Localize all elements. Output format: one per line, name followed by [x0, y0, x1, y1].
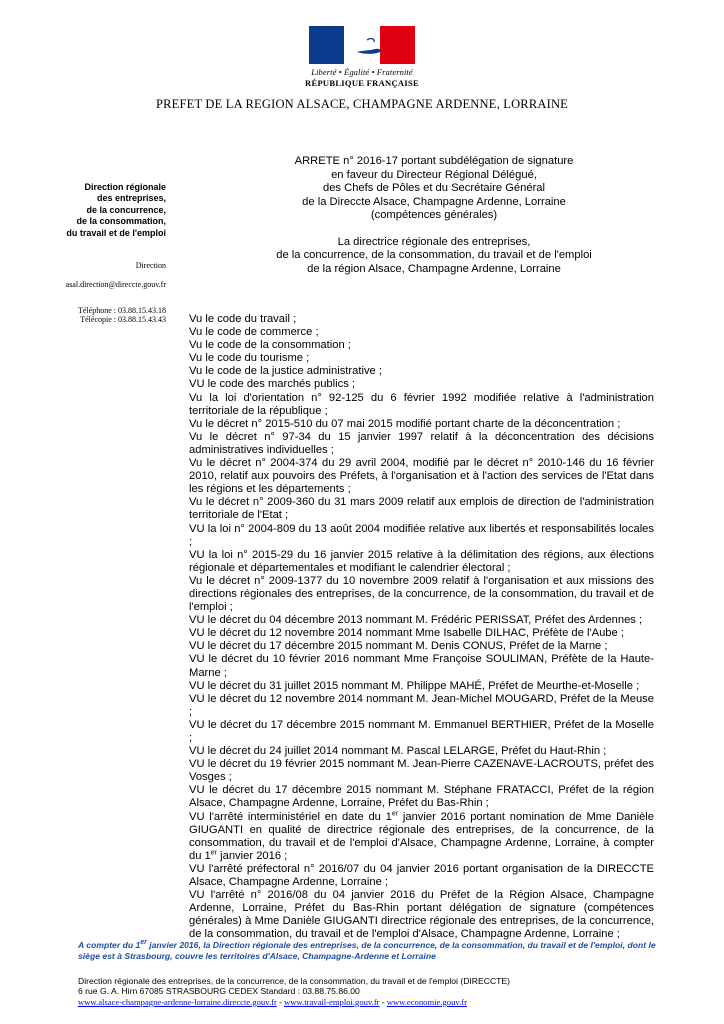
- visa-item: Vu le décret n° 2015-510 du 07 mai 2015 modifié portant charte de la déconcentration ;: [189, 417, 621, 430]
- tricolor-flag-icon: [309, 26, 415, 64]
- visa-item: Vu la loi d'orientation n° 92-125 du 6 février 1992 modifiée relative à l'administration territoriale de la république ;: [189, 391, 654, 417]
- title-line: de la Direccte Alsace, Champagne Ardenne, Lorraine: [302, 195, 566, 208]
- visa-item: Vu le décret n° 2004-374 du 29 avril 2004, modifié par le décret n° 2010-146 du 16 février 2010, relatif aux pouvoirs des Préfets, à l'organisation et à l'action des services de l'Etat dans les régions et les départements ;: [189, 457, 654, 496]
- link-direccte[interactable]: www.alsace-champagne-ardenne-lorraine.direccte.gouv.fr: [78, 996, 277, 1007]
- visa-item: VU le décret du 04 décembre 2013 nommant M. Frédéric PERISSAT, Préfet des Ardennes ;: [189, 614, 643, 627]
- direction-line: des entreprises,: [96, 193, 166, 204]
- prefet-heading: PREFET DE LA REGION ALSACE, CHAMPAGNE ARDENNE, LORRAINE: [155, 97, 569, 111]
- visa-item: VU le décret du 17 décembre 2015 nommant M. Stéphane FRATACCI, Préfet de la région Alsace, Champagne Ardenne, Lorraine, Préfet du Bas-Rhin ;: [189, 784, 654, 810]
- footer-line: Direction régionale des entreprises, de la concurrence, de la consommation, du travail et de l'emploi (DIRECCTE): [78, 976, 511, 986]
- direction-line: Direction régionale: [84, 182, 166, 192]
- telecopie: Télécopie : 03.88.15.43.43: [80, 315, 166, 325]
- visa-item: VU le code des marchés publics ;: [189, 378, 356, 391]
- title-line: en faveur du Directeur Régional Délégué,: [331, 168, 537, 181]
- visa-item: VU le décret du 17 décembre 2015 nommant M. Emmanuel BERTHIER, Préfet de la Moselle ;: [189, 718, 654, 744]
- author-line: La directrice régionale des entreprises,: [337, 235, 531, 248]
- marianne-logo: [300, 26, 424, 88]
- visa-item: Vu le code de la justice administrative ;: [189, 365, 382, 378]
- visa-item: Vu le décret n° 2009-360 du 31 mars 2009 relatif aux emplois de direction de l'administration territoriale de l'Etat ;: [189, 496, 654, 522]
- telephone: Téléphone : 03.88.15.43.18: [78, 306, 166, 315]
- title-line: (compétences générales): [370, 209, 498, 221]
- link-economie[interactable]: www.economie.gouv.fr: [386, 996, 467, 1007]
- title-line: des Chefs de Pôles et du Secrétaire Général: [322, 182, 545, 194]
- visa-item: VU le décret du 12 novembre 2014 nommant Mme Isabelle DILHAC, Préfète de l'Aube ;: [189, 627, 624, 640]
- republique-francaise: RÉPUBLIQUE FRANÇAISE: [305, 78, 419, 88]
- visa-item: VU le décret du 31 juillet 2015 nommant M. Philippe MAHÉ, Préfet de Meurthe-et-Moselle ;: [189, 679, 640, 692]
- motto: Liberté • Égalité • Fraternité: [311, 67, 413, 77]
- visa-item-interministeriel: VU l'arrêté interministériel en date du 1er janvier 2016 portant nomination de Mme Danièle GIUGANTI en qualité de directrice régionale des entreprises, de la concurrence, de la consommation, du travail et de l'emploi d'Alsace, Champagne Ardenne, Lorraine, à compter du 1er janvier 2016 ;: [189, 809, 655, 862]
- sidebar-direction: [10, 182, 166, 239]
- direction-line: de la consommation,: [76, 216, 166, 227]
- author-line: de la concurrence, de la consommation, du travail et de l'emploi: [276, 249, 592, 261]
- visa-item: VU l'arrêté n° 2016/08 du 04 janvier 2016 du Préfet de la Région Alsace, Champagne Ardenne, Lorraine, Préfet du Bas-Rhin portant délégation de signature (compétences générales) à Mme Danièle GIUGANTI directrice régionale des entreprises, de la concurrence, de la consommation, du travail et de l'emploi d'Alsace, Champagne Ardenne, Lorraine ;: [189, 889, 654, 941]
- direction-line: du travail et de l'emploi: [66, 227, 166, 238]
- link-travail-emploi[interactable]: www.travail-emploi.gouv.fr: [284, 996, 380, 1007]
- visa-item: Vu le décret n° 2009-1377 du 10 novembre 2009 relatif à l'organisation et aux missions des directions régionales des entreprises, de la concurrence, de la consommation, du travail et de l'emploi ;: [189, 574, 654, 614]
- footer: [78, 976, 678, 1007]
- visa-item: Vu le code du travail ;: [189, 313, 297, 325]
- sidebar-phones: [10, 306, 166, 325]
- direction-line: de la concurrence,: [86, 204, 166, 215]
- visa-item: VU le décret du 19 février 2015 nommant M. Jean-Pierre CAZENAVE-LACROUTS, préfet des Vosges ;: [189, 758, 654, 784]
- author-line: de la région Alsace, Champagne Ardenne, Lorraine: [307, 262, 561, 275]
- visa-item: Vu le code de commerce ;: [189, 326, 319, 339]
- visa-item: VU le décret du 10 février 2016 nommant Mme Françoise SOULIMAN, Préfète de la Haute-Marne ;: [189, 653, 654, 679]
- sidebar-label: Direction: [135, 261, 166, 270]
- footnote: A compter du 1er janvier 2016, la Direction régionale des entreprises, de la concurrence, de la consommation, du travail et de l'emploi, dont le siège est à Strasbourg, couvre les territoires d'Alsace, Champagne-Ardenne et Lorraine: [78, 939, 656, 961]
- visa-item: Vu le décret n° 97-34 du 15 janvier 1997 relatif à la déconcentration des décisions administratives individuelles ;: [189, 430, 654, 456]
- visa-item: VU le décret du 17 décembre 2015 nommant M. Denis CONUS, Préfet de la Marne ;: [189, 640, 608, 653]
- visa-item: VU la loi n° 2004-809 du 13 août 2004 modifiée relative aux libertés et responsabilités locales ;: [189, 522, 654, 548]
- visa-item: VU le décret du 12 novembre 2014 nommant M. Jean-Michel MOUGARD, Préfet de la Meuse ;: [189, 692, 654, 718]
- visa-item: Vu le code de la consommation ;: [189, 339, 351, 352]
- sidebar-email: asal.direction@direccte.gouv.fr: [65, 280, 166, 289]
- footer-links: www.alsace-champagne-ardenne-lorraine.direccte.gouv.fr - www.travail-emploi.gouv.fr - www.economie.gouv.fr: [78, 996, 467, 1007]
- visa-item: VU le décret du 24 juillet 2014 nommant M. Pascal LELARGE, Préfet du Haut-Rhin ;: [189, 745, 607, 758]
- arrete-heading: [228, 155, 640, 276]
- title-line: ARRETE n° 2016-17 portant subdélégation de signature: [294, 155, 574, 167]
- visa-item: VU la loi n° 2015-29 du 16 janvier 2015 relative à la délimitation des régions, aux élections régionale et départementales et modifiant le calendrier électoral ;: [189, 548, 654, 574]
- visa-item: VU l'arrêté préfectoral n° 2016/07 du 04 janvier 2016 portant organisation de la DIRECCTE Alsace, Champagne Ardenne, Lorraine ;: [189, 862, 654, 889]
- footer-address: 6 rue G. A. Hirn 67085 STRASBOURG CEDEX Standard : 03.88.75.86.00: [78, 986, 360, 997]
- visa-item: Vu le code du tourisme ;: [189, 352, 310, 365]
- visas-list: [189, 313, 654, 942]
